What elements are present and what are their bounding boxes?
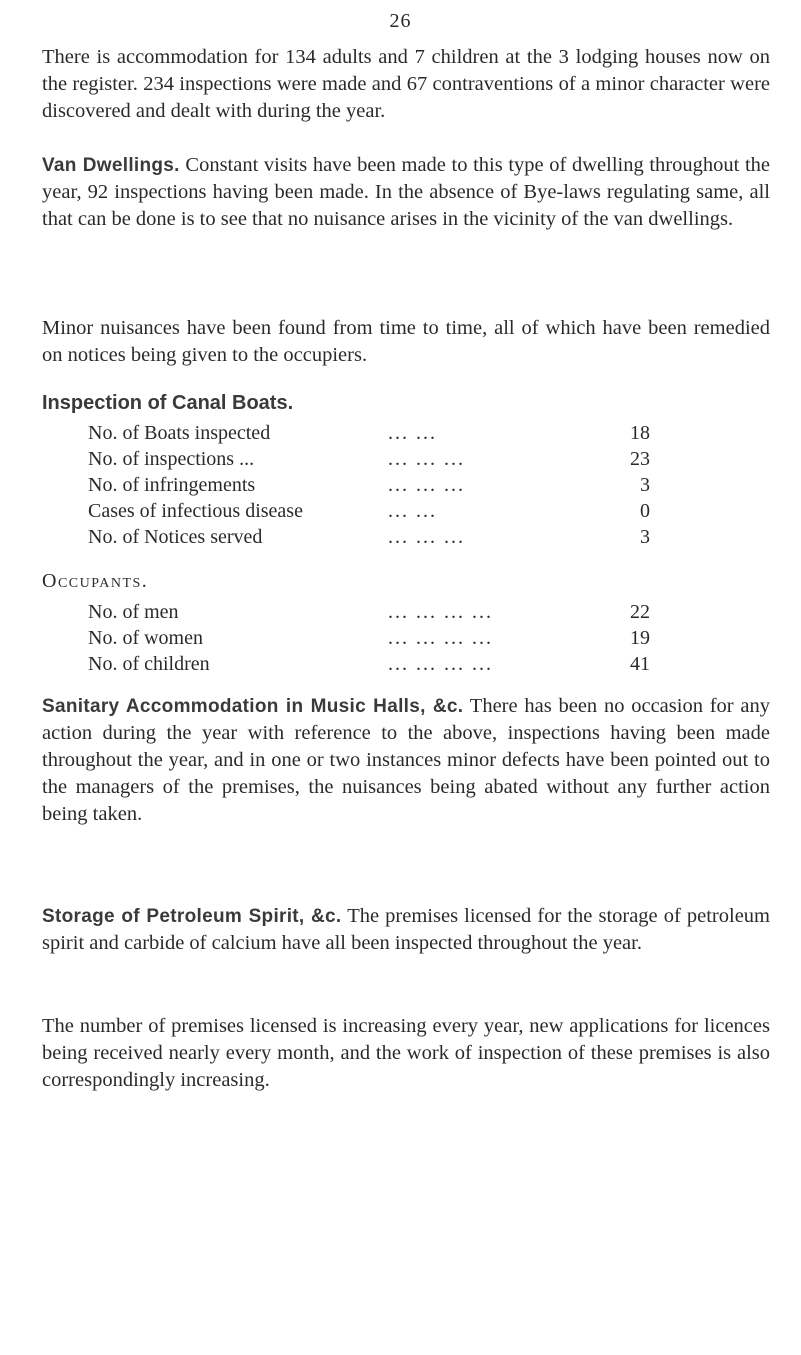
canal-boats-row — [88, 446, 650, 472]
licensed-premises-paragraph: The number of premises licensed is increasing every year, new applications for licences being received nearly every month, and the work of inspection of these premises is also correspondingly increasing. — [42, 1015, 770, 1091]
occupants-row — [88, 625, 650, 651]
stat-value: 18 — [630, 421, 650, 444]
minor-nuisances-paragraph: Minor nuisances have been found from time to time, all of which have been remedied on notices being given to the occupiers. — [42, 317, 770, 366]
lodging-houses-paragraph: There is accommodation for 134 adults and 7 children at the 3 lodging houses now on the register. 234 inspections were made and 67 contraventions of a minor character were discovered and dealt with during the year. — [42, 46, 770, 122]
canal-boats-heading: Inspection of Canal Boats. — [42, 392, 294, 414]
stat-label: No. of Notices served — [88, 525, 263, 548]
canal-boats-row — [88, 498, 650, 524]
stat-label: No. of Boats inspected — [88, 421, 271, 444]
canal-boats-table — [88, 420, 650, 550]
stat-value: 19 — [630, 626, 650, 649]
canal-boats-row — [88, 420, 650, 446]
stat-value: 41 — [630, 652, 650, 675]
stat-label: No. of inspections ... — [88, 447, 255, 470]
stat-label: No. of infringements — [88, 473, 256, 496]
canal-boats-row — [88, 472, 650, 498]
leader-dots: ... ... ... ... — [388, 652, 493, 675]
petroleum-heading: Storage of Petroleum Spirit, &c. — [42, 906, 342, 927]
stat-label: No. of children — [88, 652, 210, 675]
page-number: 26 — [389, 10, 412, 32]
stat-value: 22 — [630, 600, 650, 623]
music-halls-text: There has been no occasion for any action during the year with reference to the above, inspections having been made throughout the year, and in one or two instances minor defects have been pointed out to the managers of the premises, the nuisances being abated without any further action being taken. — [42, 695, 771, 825]
stat-value: 3 — [640, 525, 650, 548]
occupants-heading: Occupants. — [42, 570, 149, 592]
leader-dots: ... ... — [388, 421, 437, 444]
leader-dots: ... ... ... ... — [388, 626, 493, 649]
van-dwellings-text: Constant visits have been made to this type of dwelling throughout the year, 92 inspections having been made. In the absence of Bye-laws regulating same, all that can be done is to see that no nuisance arises in the vicinity of the van dwellings. — [42, 154, 770, 230]
stat-value: 3 — [640, 473, 650, 496]
occupants-table — [88, 599, 650, 677]
leader-dots: ... ... — [388, 499, 437, 522]
stat-value: 0 — [640, 499, 650, 522]
van-dwellings-paragraph — [42, 152, 770, 233]
leader-dots: ... ... ... ... — [388, 600, 493, 623]
petroleum-paragraph — [42, 903, 770, 957]
stat-value: 23 — [630, 447, 650, 470]
music-halls-heading: Sanitary Accommodation in Music Halls, &c. — [42, 696, 464, 717]
petroleum-text: The premises licensed for the storage of petroleum spirit and carbide of calcium have all been inspected throughout the year. — [42, 905, 770, 954]
leader-dots: ... ... ... — [388, 447, 465, 470]
leader-dots: ... ... ... — [388, 525, 465, 548]
stat-label: No. of women — [88, 626, 203, 649]
van-dwellings-heading: Van Dwellings. — [42, 155, 180, 176]
leader-dots: ... ... ... — [388, 473, 465, 496]
occupants-row — [88, 599, 650, 625]
occupants-row — [88, 651, 650, 677]
stat-label: Cases of infectious disease — [88, 499, 303, 522]
music-halls-paragraph — [42, 693, 770, 828]
canal-boats-row — [88, 524, 650, 550]
stat-label: No. of men — [88, 600, 179, 623]
